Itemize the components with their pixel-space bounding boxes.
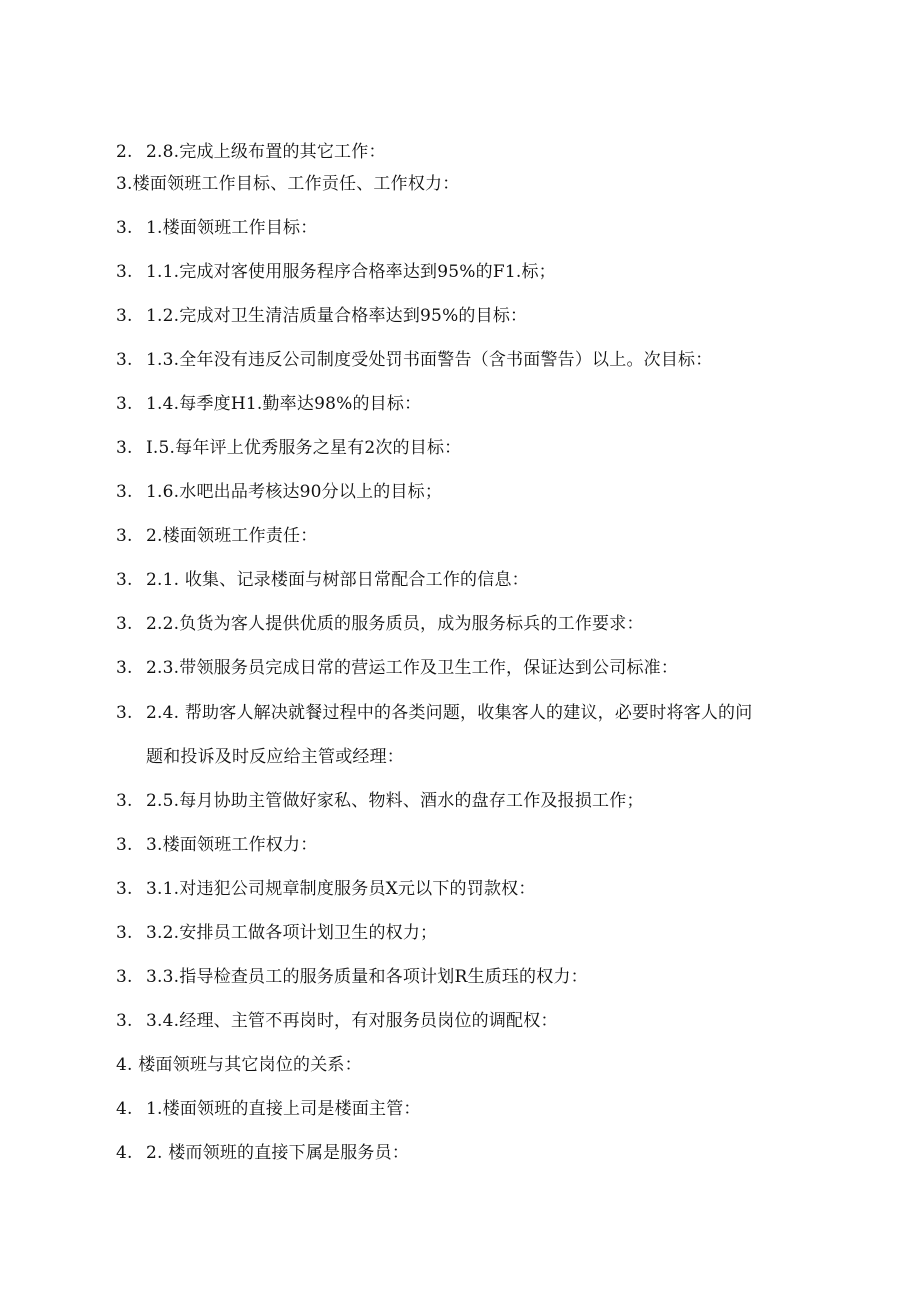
doc-line	[116, 965, 588, 989]
line-text: 1.6.水吧出品考核达90分以上的目标；	[146, 482, 443, 502]
doc-line	[116, 392, 421, 416]
line-number: 3.	[116, 791, 133, 811]
line-number: 3.	[116, 658, 133, 678]
doc-line	[116, 304, 527, 328]
doc-line	[116, 1009, 558, 1033]
section-heading	[116, 1053, 362, 1077]
doc-line	[116, 656, 678, 680]
section-heading	[116, 172, 459, 196]
line-number: 3.	[116, 394, 133, 414]
line-text: 2.4. 帮助客人解决就餐过程中的各类问题，收集客人的建议，必要时将客人的问	[146, 703, 753, 723]
line-text: 3.3.指导检查员工的服务质量和各项计划R生质珏的权力：	[146, 967, 588, 987]
line-number: 4.	[116, 1143, 133, 1163]
line-number: 3.	[116, 1011, 133, 1031]
line-number: 3.	[116, 614, 133, 634]
doc-line-continuation	[146, 745, 404, 769]
line-text: 题和投诉及时反应给主管或经理：	[146, 747, 404, 767]
line-text: 3.4.经理、主管不再岗时，有对服务员岗位的调配权：	[146, 1011, 558, 1031]
line-text: 1.楼面领班的直接上司是楼面主管：	[146, 1099, 421, 1119]
line-text: 4. 楼面领班与其它岗位的关系：	[116, 1055, 362, 1075]
doc-line	[116, 701, 752, 725]
doc-line	[116, 921, 437, 945]
line-text: 3.楼面领班工作目标、工作贡任、工作权力：	[116, 174, 460, 194]
line-text: 2.2.负货为客人提供优质的服务质员，成为服务标兵的工作要求：	[146, 614, 644, 634]
line-text: 2.5.每月协助主管做好家私、物料、酒水的盘存工作及报损工作；	[146, 791, 644, 811]
line-text: 1.4.每季度H1.勤率达98%的目标：	[146, 394, 422, 414]
doc-line	[116, 877, 536, 901]
line-number: 3.	[116, 967, 133, 987]
line-number: 3.	[116, 218, 133, 238]
doc-line	[116, 140, 386, 164]
line-number: 3.	[116, 526, 133, 546]
doc-line	[116, 612, 644, 636]
line-number: 3.	[116, 438, 133, 458]
doc-line	[116, 1097, 421, 1121]
line-text: 1.1.完成对客使用服务程序合格率达到95%的F1.标；	[146, 262, 556, 282]
line-text: 2.1. 收集、记录楼面与树部日常配合工作的信息：	[146, 570, 529, 590]
line-text: 2.3.带领服务员完成日常的营运工作及卫生工作，保证达到公司标准：	[146, 658, 679, 678]
doc-line	[116, 833, 317, 857]
doc-line	[116, 789, 644, 813]
line-number: 3.	[116, 835, 133, 855]
line-number: 4.	[116, 1099, 133, 1119]
line-text: 3.1.对违犯公司规章制度服务员X元以下的罚款权：	[146, 879, 536, 899]
line-text: 2. 楼而领班的直接下属是服务员：	[146, 1143, 410, 1163]
line-number: 3.	[116, 306, 133, 326]
line-text: 1.楼面领班工作目标：	[146, 218, 318, 238]
line-text: 3.2.安排员工做各项计划卫生的权力；	[146, 923, 438, 943]
line-number: 3.	[116, 570, 133, 590]
doc-line	[116, 348, 712, 372]
doc-line	[116, 436, 461, 460]
line-text: 3.楼面领班工作权力：	[146, 835, 318, 855]
doc-line	[116, 216, 317, 240]
line-number: 3.	[116, 262, 133, 282]
line-text: 1.2.完成对卫生清洁质量合格率达到95%的目标：	[146, 306, 528, 326]
doc-line	[116, 480, 442, 504]
doc-line	[116, 1141, 409, 1165]
doc-line	[116, 568, 529, 592]
line-text: I.5.每年评上优秀服务之星有2次的目标：	[146, 438, 462, 458]
line-number: 3.	[116, 350, 133, 370]
doc-line	[116, 260, 556, 284]
line-number: 3.	[116, 703, 133, 723]
line-number: 2.	[116, 142, 133, 162]
line-text: 2.楼面领班工作责任：	[146, 526, 318, 546]
line-number: 3.	[116, 482, 133, 502]
line-number: 3.	[116, 923, 133, 943]
line-text: 2.8.完成上级布置的其它工作：	[146, 142, 386, 162]
line-text: 1.3.全年没有违反公司制度受处罚书面警告（含书面警告）以上。次目标：	[146, 350, 713, 370]
doc-line	[116, 524, 317, 548]
line-number: 3.	[116, 879, 133, 899]
